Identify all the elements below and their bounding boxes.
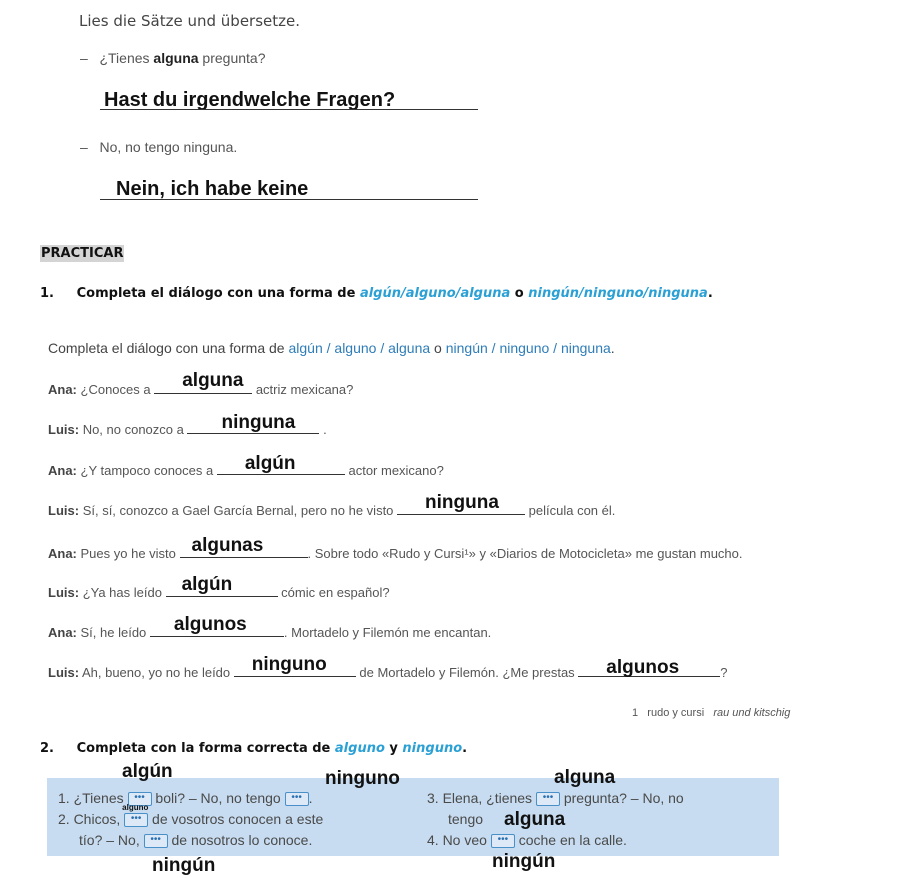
speaker: Luis: xyxy=(48,503,80,518)
speaker: Luis: xyxy=(48,422,80,437)
question-1 xyxy=(80,50,266,66)
answer-ex2-3: alguna xyxy=(554,767,616,788)
answer: algún xyxy=(181,574,233,595)
answer-blank[interactable] xyxy=(187,412,319,434)
dash: – xyxy=(80,50,88,66)
dialog-line-3 xyxy=(48,453,444,478)
speaker: Ana: xyxy=(48,382,77,397)
answer: ninguna xyxy=(425,492,499,513)
question-1-bold: alguna xyxy=(153,50,199,66)
box-item-2-cont xyxy=(79,832,312,848)
book-instruction xyxy=(48,340,615,356)
answer-ex2-4: alguna xyxy=(504,809,566,830)
dialog-line-5 xyxy=(48,535,743,561)
book-instruction-end: . xyxy=(610,340,615,356)
answer-blank[interactable] xyxy=(180,535,308,558)
answer: algún xyxy=(244,453,296,474)
answer-blank[interactable] xyxy=(166,574,278,597)
box-text: tío? – No, xyxy=(79,832,144,848)
answer-blank[interactable] xyxy=(234,654,356,677)
speaker: Ana: xyxy=(48,625,77,640)
dialog-text: ¿Ya has leído xyxy=(82,585,166,600)
exercise-1-option-1: algún/alguno/alguna xyxy=(359,286,511,301)
answer-blank[interactable] xyxy=(578,657,720,678)
box-text: . xyxy=(308,790,313,806)
dialog-text: . xyxy=(319,422,327,437)
instruction-heading: Lies die Sätze und übersetze. xyxy=(79,12,301,30)
dialog-text: ? xyxy=(720,665,728,680)
answer-ex2-5: ningún xyxy=(152,855,216,876)
box-text: 3. Elena, ¿tienes xyxy=(427,790,536,806)
box-text: 1. ¿Tienes xyxy=(58,790,128,806)
footnote-translation: rau und kitschig xyxy=(713,707,791,719)
dialog-line-7 xyxy=(48,614,492,640)
speaker: Ana: xyxy=(48,463,77,478)
box-item-2 xyxy=(58,803,324,827)
answer: algunos xyxy=(606,657,680,678)
small-answer: alguno xyxy=(122,803,149,812)
dash: – xyxy=(80,139,88,155)
question-2 xyxy=(80,139,237,155)
answer: ninguno xyxy=(251,654,327,675)
gap-marker[interactable]: ••• xyxy=(144,834,168,848)
answer: algunos xyxy=(173,614,247,635)
dialog-text: de Mortadelo y Filemón. ¿Me prestas xyxy=(355,665,579,680)
dialog-text: Sí, he leído xyxy=(80,625,150,640)
dialog-line-8 xyxy=(48,654,728,680)
question-1-pre: ¿Tienes xyxy=(99,50,154,66)
exercise-2-number: 2. xyxy=(40,741,54,756)
dialog-text: cómic en español? xyxy=(277,585,390,600)
answer: ninguna xyxy=(221,412,296,433)
gap-marker[interactable]: ••• xyxy=(124,813,148,827)
book-instruction-lead: Completa el diálogo con una forma de xyxy=(48,340,289,356)
answer-ex2-6: ningún xyxy=(492,851,556,872)
dialog-text: Ah, bueno, yo no he leído xyxy=(81,665,234,680)
book-instruction-option-2: ningún / ninguno / ninguna xyxy=(445,340,611,356)
exercise-1-lead: Completa el diálogo con una forma de xyxy=(76,286,360,301)
gap-marker[interactable]: ••• xyxy=(491,834,515,848)
exercise-1-number: 1. xyxy=(40,286,54,301)
dialog-text: No, no conozco a xyxy=(82,422,188,437)
exercise-1-heading xyxy=(40,286,713,301)
gap-marker[interactable]: ••• xyxy=(128,792,152,806)
dialog-text: Pues yo he visto xyxy=(80,546,180,561)
box-item-4 xyxy=(427,832,627,848)
dialog-text: actriz mexicana? xyxy=(252,382,354,397)
gap-marker[interactable]: ••• xyxy=(285,792,309,806)
book-instruction-option-1: algún / alguno / alguna xyxy=(288,340,431,356)
box-text: boli? – No, no tengo xyxy=(151,790,285,806)
dialog-line-1 xyxy=(48,370,354,397)
box-text: tengo xyxy=(448,811,484,827)
section-heading: PRACTICAR xyxy=(41,246,124,261)
answer-line-2 xyxy=(100,199,478,200)
dialog-text: . Sobre todo «Rudo y Cursi¹» y «Diarios de Motocicleta» me gustan mucho. xyxy=(307,546,743,561)
exercise-2-lead: Completa con la forma correcta de xyxy=(76,741,335,756)
gap-wrapper xyxy=(122,803,149,827)
dialog-line-2 xyxy=(48,412,327,437)
box-item-3 xyxy=(427,790,684,806)
box-item-3-cont xyxy=(448,811,483,827)
box-text: pregunta? – No, no xyxy=(559,790,684,806)
translation-2: Nein, ich habe keine xyxy=(116,178,309,200)
answer-blank[interactable] xyxy=(397,492,525,515)
exercise-2-end: . xyxy=(462,741,468,756)
speaker: Ana: xyxy=(48,546,77,561)
exercise-2-heading xyxy=(40,741,467,756)
answer-ex2-2: ninguno xyxy=(325,768,400,789)
dialog-text: Sí, sí, conozco a Gael García Bernal, pero no he visto xyxy=(82,503,398,518)
exercise-2-mid: y xyxy=(384,741,403,756)
gap-marker[interactable]: ••• xyxy=(536,792,560,806)
answer-line-1 xyxy=(100,109,478,110)
answer-ex2-1: algún xyxy=(122,761,173,782)
dialog-line-6 xyxy=(48,574,390,600)
dialog-text: . Mortadelo y Filemón me encantan. xyxy=(283,625,492,640)
translation-1: Hast du irgendwelche Fragen? xyxy=(104,89,396,111)
question-2-text: No, no tengo ninguna. xyxy=(99,139,238,155)
question-1-post: pregunta? xyxy=(198,50,266,66)
box-item-1 xyxy=(58,790,313,806)
answer-blank[interactable] xyxy=(217,453,345,475)
answer: algunas xyxy=(191,535,264,556)
box-text: 2. Chicos, xyxy=(58,811,125,827)
exercise-1-option-2: ningún/ninguno/ninguna xyxy=(528,286,708,301)
box-text: coche en la calle. xyxy=(514,832,627,848)
box-text: de vosotros conocen a este xyxy=(148,811,324,827)
footnote xyxy=(632,707,790,719)
exercise-1-end: . xyxy=(707,286,713,301)
footnote-text: rudo y cursi xyxy=(647,707,705,719)
dialog-line-4 xyxy=(48,492,616,518)
exercise-1-mid: o xyxy=(510,286,529,301)
book-instruction-mid: o xyxy=(430,340,446,356)
speaker: Luis: xyxy=(48,585,80,600)
dialog-text: ¿Conoces a xyxy=(80,382,155,397)
exercise-2-option-2: ninguno xyxy=(402,741,463,756)
footnote-number: 1 xyxy=(632,707,639,719)
box-text: de nosotros lo conoce. xyxy=(167,832,313,848)
speaker: Luis: xyxy=(48,665,80,680)
exercise-2-option-1: alguno xyxy=(334,741,385,756)
box-text: 4. No veo xyxy=(427,832,491,848)
answer-blank[interactable] xyxy=(154,370,252,394)
answer-blank[interactable] xyxy=(150,614,284,637)
dialog-text: película con él. xyxy=(525,503,616,518)
dialog-text: ¿Y tampoco conoces a xyxy=(80,463,217,478)
dialog-text: actor mexicano? xyxy=(344,463,444,478)
answer: alguna xyxy=(182,370,244,391)
